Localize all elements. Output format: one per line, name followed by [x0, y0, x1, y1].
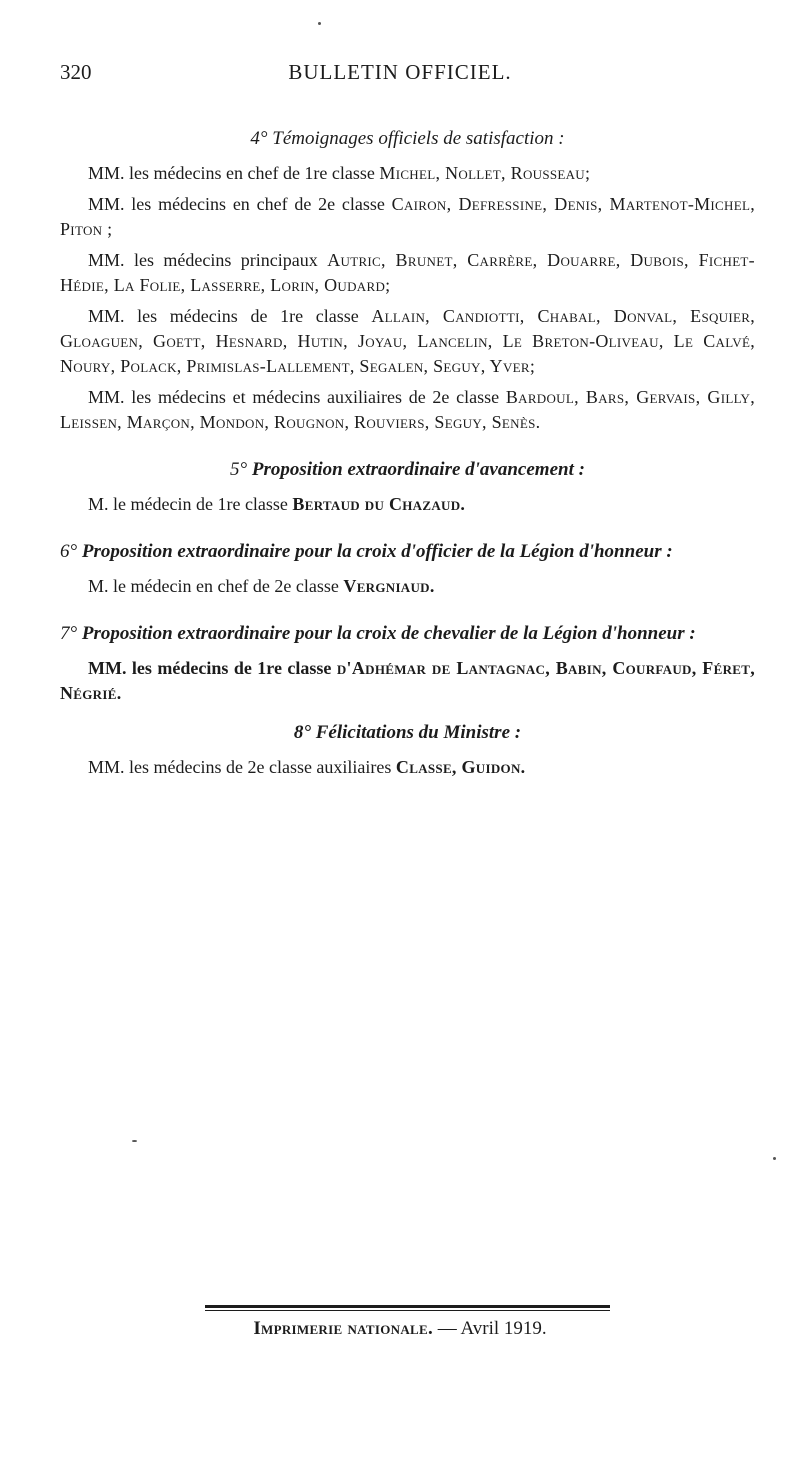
section-title: Proposition extraordinaire d'avancement :	[251, 459, 585, 480]
section-number: 8°	[293, 722, 311, 743]
paragraph-lead: MM. les médecins en chef de 1re classe	[88, 163, 380, 183]
imprint-separator: —	[433, 1318, 461, 1339]
paragraph	[60, 656, 755, 706]
section-title: Proposition extraordinaire pour la croix d'officier de la Légion d'honneur :	[81, 541, 673, 562]
page-number: 320	[60, 60, 92, 84]
section-heading	[60, 621, 755, 646]
names-list: Vergniaud.	[343, 576, 435, 596]
print-speck	[318, 22, 321, 25]
names-list: Autric, Brunet, Carrère, Douarre, Dubois, Fichet-Hédie, La Folie, Lasserre, Lorin, Oudard;	[60, 250, 755, 295]
print-speck	[132, 1140, 137, 1142]
section-heading	[60, 720, 755, 745]
names-list: Michel, Nollet, Rousseau;	[379, 163, 591, 183]
imprint-printer: Imprimerie nationale.	[253, 1318, 434, 1339]
imprint-date: Avril 1919.	[460, 1318, 547, 1339]
section-heading	[60, 126, 755, 151]
paragraph-lead: MM. les médecins de 1re classe	[88, 306, 372, 326]
paragraph	[60, 304, 755, 379]
paragraph-lead: M. le médecin en chef de 2e classe	[88, 576, 344, 596]
document-body	[60, 118, 755, 786]
section-number: 5°	[230, 459, 248, 480]
paragraph-lead: MM. les médecins de 1re classe	[88, 658, 337, 678]
paragraph	[60, 248, 755, 298]
paragraph-lead: M. le médecin de 1re classe	[88, 494, 293, 514]
footer-rule	[205, 1305, 610, 1308]
page-header	[60, 60, 740, 94]
paragraph	[60, 161, 755, 186]
paragraph-lead: MM. les médecins en chef de 2e classe	[88, 194, 392, 214]
paragraph	[60, 574, 755, 599]
paragraph	[60, 385, 755, 435]
section-number: 6°	[60, 541, 78, 562]
section-title: Proposition extraordinaire pour la croix de chevalier de la Légion d'honneur :	[81, 623, 696, 644]
names-list: Allain, Candiotti, Chabal, Donval, Esquier, Gloaguen, Goett, Hesnard, Hutin, Joyau, Lancelin, Le Breton-Oliveau, Le Calvé, Noury, Polack, Primislas-Lallement, Segalen, Seguy, Yver;	[60, 306, 755, 376]
paragraph-lead: MM. les médecins de 2e classe auxiliaires	[88, 757, 396, 777]
section-heading	[60, 539, 755, 564]
footer-rule-thin	[205, 1310, 610, 1311]
imprint-line	[0, 1318, 800, 1340]
section-number: 7°	[60, 623, 78, 644]
section-title: Témoignages officiels de satisfaction :	[272, 128, 565, 149]
section-number: 4°	[250, 128, 268, 149]
names-list: Cairon, Defressine, Denis, Martenot-Michel, Piton ;	[60, 194, 755, 239]
section-heading	[60, 457, 755, 482]
paragraph	[60, 492, 755, 517]
paragraph-lead: MM. les médecins et médecins auxiliaires de 2e classe	[88, 387, 506, 407]
paragraph	[60, 755, 755, 780]
names-list: Bertaud du Chazaud.	[292, 494, 466, 514]
names-list: Classe, Guidon.	[395, 757, 526, 777]
paragraph	[60, 192, 755, 242]
paragraph-lead: MM. les médecins principaux	[88, 250, 328, 270]
print-speck	[773, 1157, 776, 1160]
names-list: Bardoul, Bars, Gervais, Gilly, Leissen, Marçon, Mondon, Rougnon, Rouviers, Seguy, Senès.	[60, 387, 755, 432]
running-title: BULLETIN OFFICIEL.	[288, 60, 512, 84]
names-list: d'Adhémar de Lantagnac, Babin, Courfaud, Féret, Négrié.	[60, 658, 755, 703]
section-title: Félicitations du Ministre :	[315, 722, 522, 743]
